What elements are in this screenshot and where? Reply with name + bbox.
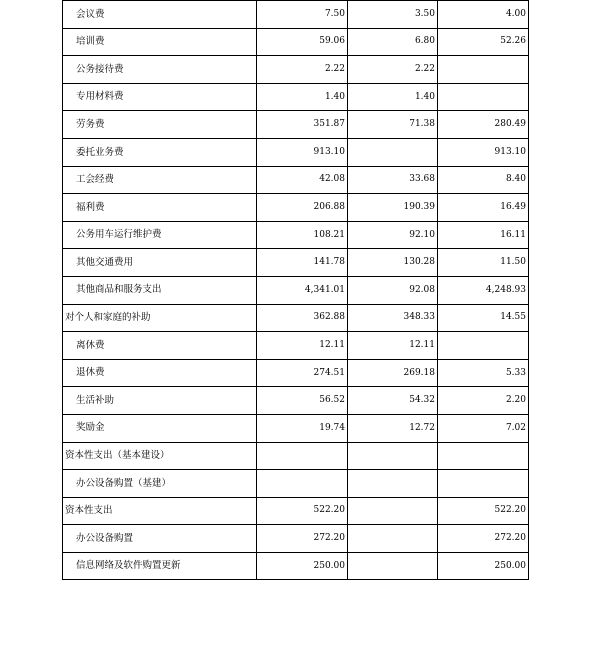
project-expenditure-cell: [438, 83, 529, 111]
table-row: [63, 359, 529, 387]
table-row: [63, 221, 529, 249]
item-name-cell: 专用材料费: [63, 83, 257, 111]
total-cell: 19.74: [257, 414, 348, 442]
total-cell: 351.87: [257, 111, 348, 139]
basic-expenditure-cell: 348.33: [348, 304, 438, 332]
total-cell: 272.20: [257, 525, 348, 553]
category-name-cell: 资本性支出: [63, 497, 257, 525]
total-cell: 913.10: [257, 138, 348, 166]
basic-expenditure-cell: 71.38: [348, 111, 438, 139]
table-row: [63, 497, 529, 525]
project-expenditure-cell: 7.02: [438, 414, 529, 442]
item-name-cell: 委托业务费: [63, 138, 257, 166]
project-expenditure-cell: 280.49: [438, 111, 529, 139]
project-expenditure-cell: 913.10: [438, 138, 529, 166]
item-name-cell: 其他交通费用: [63, 249, 257, 277]
total-cell: [257, 442, 348, 470]
project-expenditure-cell: [438, 470, 529, 498]
table-row: [63, 525, 529, 553]
project-expenditure-cell: 52.26: [438, 28, 529, 56]
item-name-cell: 工会经费: [63, 166, 257, 194]
project-expenditure-cell: 14.55: [438, 304, 529, 332]
project-expenditure-cell: 272.20: [438, 525, 529, 553]
basic-expenditure-cell: [348, 442, 438, 470]
item-name-cell: 办公设备购置（基建）: [63, 470, 257, 498]
total-cell: 206.88: [257, 194, 348, 222]
table-row: [63, 83, 529, 111]
table-row: [63, 332, 529, 360]
table-row: [63, 28, 529, 56]
project-expenditure-cell: 250.00: [438, 552, 529, 580]
project-expenditure-cell: [438, 56, 529, 84]
total-cell: 7.50: [257, 1, 348, 29]
basic-expenditure-cell: 6.80: [348, 28, 438, 56]
item-name-cell: 离休费: [63, 332, 257, 360]
item-name-cell: 培训费: [63, 28, 257, 56]
project-expenditure-cell: 5.33: [438, 359, 529, 387]
project-expenditure-cell: 11.50: [438, 249, 529, 277]
project-expenditure-cell: 16.11: [438, 221, 529, 249]
item-name-cell: 其他商品和服务支出: [63, 276, 257, 304]
total-cell: 522.20: [257, 497, 348, 525]
table-row: [63, 470, 529, 498]
table-row: [63, 166, 529, 194]
table-row: [63, 304, 529, 332]
basic-expenditure-cell: 190.39: [348, 194, 438, 222]
table-row: [63, 414, 529, 442]
project-expenditure-cell: [438, 332, 529, 360]
total-cell: 1.40: [257, 83, 348, 111]
basic-expenditure-cell: 130.28: [348, 249, 438, 277]
item-name-cell: 奖励金: [63, 414, 257, 442]
basic-expenditure-cell: 92.10: [348, 221, 438, 249]
item-name-cell: 劳务费: [63, 111, 257, 139]
item-name-cell: 办公设备购置: [63, 525, 257, 553]
total-cell: 2.22: [257, 56, 348, 84]
project-expenditure-cell: 16.49: [438, 194, 529, 222]
total-cell: 362.88: [257, 304, 348, 332]
total-cell: 250.00: [257, 552, 348, 580]
table-row: [63, 194, 529, 222]
total-cell: 59.06: [257, 28, 348, 56]
basic-expenditure-cell: 12.11: [348, 332, 438, 360]
basic-expenditure-cell: 12.72: [348, 414, 438, 442]
basic-expenditure-cell: [348, 470, 438, 498]
total-cell: 274.51: [257, 359, 348, 387]
table-row: [63, 552, 529, 580]
item-name-cell: 公务用车运行维护费: [63, 221, 257, 249]
basic-expenditure-cell: 54.32: [348, 387, 438, 415]
total-cell: 108.21: [257, 221, 348, 249]
table-row: [63, 249, 529, 277]
table-row: [63, 387, 529, 415]
basic-expenditure-cell: 3.50: [348, 1, 438, 29]
basic-expenditure-cell: 1.40: [348, 83, 438, 111]
basic-expenditure-cell: [348, 525, 438, 553]
basic-expenditure-cell: [348, 497, 438, 525]
total-cell: 141.78: [257, 249, 348, 277]
category-name-cell: 资本性支出（基本建设）: [63, 442, 257, 470]
category-name-cell: 对个人和家庭的补助: [63, 304, 257, 332]
project-expenditure-cell: 8.40: [438, 166, 529, 194]
basic-expenditure-cell: 33.68: [348, 166, 438, 194]
item-name-cell: 公务接待费: [63, 56, 257, 84]
table-row: [63, 111, 529, 139]
project-expenditure-cell: 4,248.93: [438, 276, 529, 304]
basic-expenditure-cell: [348, 138, 438, 166]
item-name-cell: 福利费: [63, 194, 257, 222]
table-row: [63, 138, 529, 166]
basic-expenditure-cell: 92.08: [348, 276, 438, 304]
total-cell: 12.11: [257, 332, 348, 360]
basic-expenditure-cell: 269.18: [348, 359, 438, 387]
project-expenditure-cell: [438, 442, 529, 470]
total-cell: 4,341.01: [257, 276, 348, 304]
table-row: [63, 276, 529, 304]
table-row: [63, 1, 529, 29]
basic-expenditure-cell: [348, 552, 438, 580]
budget-table-page: [62, 0, 528, 580]
table-row: [63, 56, 529, 84]
item-name-cell: 生活补助: [63, 387, 257, 415]
total-cell: 42.08: [257, 166, 348, 194]
total-cell: [257, 470, 348, 498]
item-name-cell: 退休费: [63, 359, 257, 387]
project-expenditure-cell: 4.00: [438, 1, 529, 29]
basic-expenditure-cell: 2.22: [348, 56, 438, 84]
table-row: [63, 442, 529, 470]
total-cell: 56.52: [257, 387, 348, 415]
project-expenditure-cell: 2.20: [438, 387, 529, 415]
project-expenditure-cell: 522.20: [438, 497, 529, 525]
item-name-cell: 会议费: [63, 1, 257, 29]
expenditure-table: [62, 0, 529, 580]
item-name-cell: 信息网络及软件购置更新: [63, 552, 257, 580]
